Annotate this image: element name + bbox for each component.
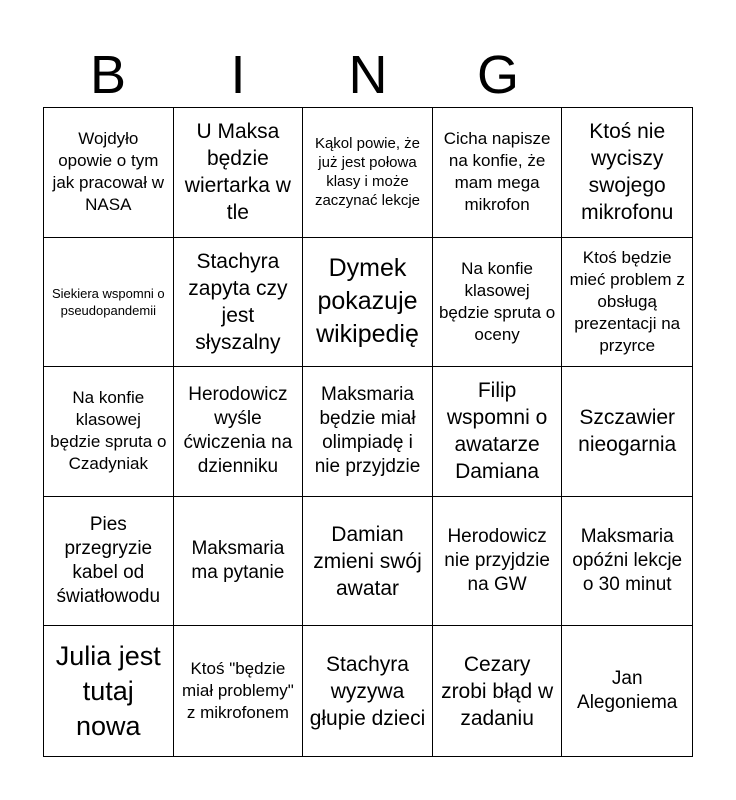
bingo-cell[interactable]: [562, 108, 692, 238]
bingo-cell[interactable]: [174, 626, 304, 756]
cell-text: Cicha napisze na konfie, że mam mega mikrofon: [443, 129, 551, 215]
cell-text: Pies przegryzie kabel od światłowodu: [56, 514, 161, 608]
cell-text: Maksmaria opóźni lekcje o 30 minut: [572, 526, 683, 596]
cell-text: Cezary zrobi błąd w zadaniu: [441, 652, 554, 730]
cell-text: Damian zmieni swój awatar: [313, 522, 422, 600]
cell-text: Ktoś będzie mieć problem z obsługą prezentacji na przyrce: [569, 247, 685, 355]
bingo-cell[interactable]: [433, 497, 563, 627]
cell-text: Maksmaria ma pytanie: [191, 538, 285, 584]
cell-text: Siekiera wspomni o pseudopandemii: [51, 285, 165, 318]
cell-text: Maksmaria będzie miał olimpiadę i nie przyjdzie: [314, 384, 421, 478]
bingo-cell[interactable]: [44, 108, 174, 238]
cell-text: Stachyra zapyta czy jest słyszalny: [188, 249, 288, 354]
bingo-cell[interactable]: [303, 626, 433, 756]
cell-text: Herodowicz wyśle ćwiczenia na dzienniku: [183, 384, 293, 478]
bingo-cell[interactable]: [44, 497, 174, 627]
bingo-cell[interactable]: [303, 238, 433, 368]
bingo-cell[interactable]: [44, 367, 174, 497]
bingo-cell[interactable]: [174, 497, 304, 627]
header-letter-g: G: [476, 45, 519, 105]
bingo-cell[interactable]: [562, 497, 692, 627]
cell-text: Wojdyło opowie o tym jak pracował w NASA: [52, 129, 165, 215]
bingo-cell[interactable]: [433, 108, 563, 238]
bingo-cell[interactable]: [562, 367, 692, 497]
cell-text: Ktoś nie wyciszy swojego mikrofonu: [581, 120, 674, 225]
cell-text: Julia jest tutaj nowa: [55, 640, 161, 741]
bingo-cell[interactable]: [562, 626, 692, 756]
cell-text: U Maksa będzie wiertarka w tle: [184, 120, 291, 225]
header-letter-n: N: [348, 45, 388, 105]
bingo-cell[interactable]: [174, 367, 304, 497]
bingo-cell[interactable]: [433, 367, 563, 497]
bingo-cell[interactable]: [303, 497, 433, 627]
cell-text: Na konfie klasowej będzie spruta o Czadyniak: [50, 388, 167, 474]
cell-text: Dymek pokazuje wikipedię: [316, 254, 419, 349]
bingo-cell[interactable]: [562, 238, 692, 368]
cell-text: Szczawier nieogarnia: [578, 406, 677, 457]
header-letter-i: I: [230, 45, 246, 105]
cell-text: Ktoś "będzie miał problemy" z mikrofonem: [181, 659, 294, 723]
cell-text: Na konfie klasowej będzie spruta o oceny: [438, 258, 556, 344]
bingo-cell[interactable]: [44, 238, 174, 368]
cell-text: Jan Alegoniema: [577, 668, 678, 714]
bingo-cell[interactable]: [303, 108, 433, 238]
cell-text: Herodowicz nie przyjdzie na GW: [444, 526, 550, 596]
bingo-cell[interactable]: [433, 626, 563, 756]
cell-text: Kąkol powie, że już jest połowa klasy i może zaczynać lekcje: [314, 135, 421, 210]
bingo-cell[interactable]: [174, 108, 304, 238]
bingo-cell[interactable]: [174, 238, 304, 368]
bingo-grid: [43, 107, 693, 757]
header-letter-b: B: [89, 45, 127, 105]
bingo-header: [43, 44, 693, 106]
bingo-cell[interactable]: [303, 367, 433, 497]
cell-text: Filip wspomni o awatarze Damiana: [446, 379, 548, 484]
bingo-cell[interactable]: [44, 626, 174, 756]
bingo-cell[interactable]: [433, 238, 563, 368]
cell-text: Stachyra wyzywa głupie dzieci: [309, 652, 426, 730]
